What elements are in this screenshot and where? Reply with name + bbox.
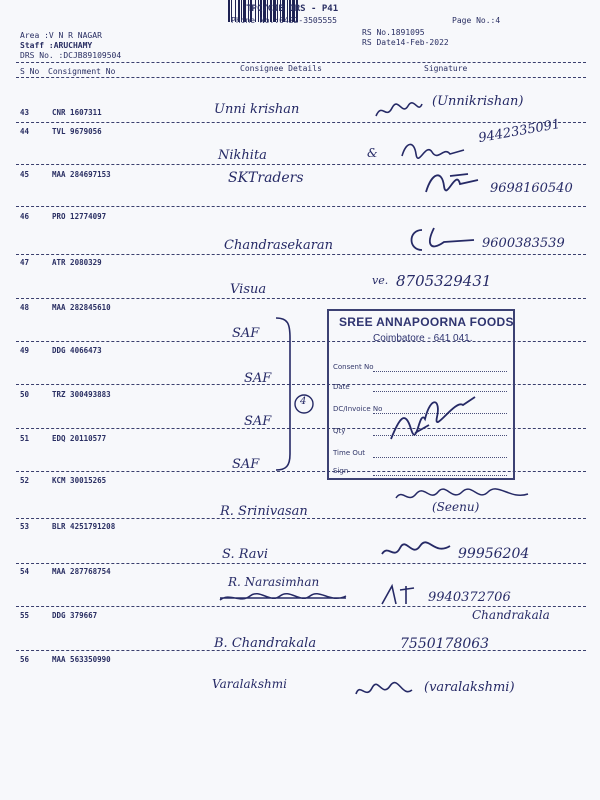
handwritten-phone: 9698160540 [490, 181, 573, 196]
row-consignment-no: EDQ 20110577 [52, 434, 107, 443]
column-signature: Signature [424, 64, 468, 73]
handwritten-name: S. Ravi [222, 547, 269, 562]
row-consignment-no: MAA 563350990 [52, 655, 111, 664]
column-consignment: Consignment No [48, 67, 116, 76]
stamp-field: DC/Invoice No [333, 405, 383, 413]
row-sno: 48 [20, 303, 30, 312]
stamp-field: Consent No [333, 363, 374, 371]
stamp-field: Sign [333, 467, 349, 475]
signature-scribble [420, 166, 486, 198]
drs-number: DRS No. :DCJB89109504 [20, 51, 122, 60]
handwritten-name: Chandrasekaran [224, 238, 334, 253]
handwritten-name: SKTraders [228, 170, 304, 186]
row-divider [16, 606, 586, 607]
column-sno: S No [20, 67, 40, 76]
handwritten-name: R. Narasimhan [228, 575, 320, 589]
row-sno: 49 [20, 346, 30, 355]
handwritten-note: SAF [244, 414, 272, 429]
handwritten-phone: 8705329431 [396, 272, 492, 290]
handwritten-note: SAF [232, 326, 260, 341]
row-divider [16, 206, 586, 207]
row-consignment-no: BLR 4251791208 [52, 522, 116, 531]
row-sno: 55 [20, 611, 30, 620]
handwritten-name: R. Srinivasan [220, 504, 308, 519]
rs-date: RS Date14-Feb-2022 [362, 38, 449, 47]
handwritten-signature: (Unnikrishan) [432, 94, 524, 109]
rs-number: RS No.1891095 [362, 28, 425, 37]
row-consignment-no: MAA 287768754 [52, 567, 111, 576]
signature-initials: ve. [372, 274, 389, 287]
area-label: Area :V N R NAGAR [20, 31, 102, 40]
row-sno: 50 [20, 390, 30, 399]
stamp-line [373, 475, 507, 476]
staff-label: Staff :ARUCHAMY [20, 41, 93, 50]
phone-number: Phone No.:0422-3505555 [231, 16, 337, 25]
signature-scribble [398, 136, 470, 162]
stamp-field: Qty [333, 427, 346, 435]
header-divider [16, 62, 586, 63]
document-title: TPC/CJB DRS - P41 [246, 4, 339, 14]
handwritten-phone: 9600383539 [482, 236, 565, 251]
row-sno: 51 [20, 434, 30, 443]
handwritten-phone: 9940372706 [428, 590, 511, 605]
signature-scribble [372, 98, 426, 122]
stamp-city: Coimbatore - 641 041. [373, 333, 473, 344]
row-consignment-no: MAA 282845610 [52, 303, 111, 312]
handwritten-name: B. Chandrakala [214, 636, 317, 651]
handwritten-name: Visua [230, 282, 267, 297]
handwritten-note: Chandrakala [472, 608, 550, 622]
signature-scribble [378, 582, 418, 608]
stamp-field: Time Out [333, 449, 366, 457]
handwritten-note: SAF [244, 371, 272, 386]
stamp-signature [385, 389, 481, 445]
stamp-field: Date [333, 383, 350, 391]
stamp-line [373, 457, 507, 458]
handwritten-name: Varalakshmi [212, 677, 287, 691]
handwritten-phone: 9442335091 [477, 116, 562, 147]
handwritten-signature: (varalakshmi) [424, 680, 515, 695]
struck-out-name [218, 590, 350, 606]
stamp-line [373, 371, 507, 372]
row-divider [16, 254, 586, 255]
row-consignment-no: PRO 12774097 [52, 212, 107, 221]
handwritten-name: Unni krishan [214, 102, 300, 117]
row-consignment-no: TVL 9679056 [52, 127, 102, 136]
row-consignment-no: MAA 284697153 [52, 170, 111, 179]
signature-scribble [378, 540, 456, 564]
signature-scribble [352, 678, 416, 704]
row-sno: 43 [20, 108, 30, 117]
row-sno: 56 [20, 655, 30, 664]
row-consignment-no: KCM 30015265 [52, 476, 107, 485]
row-divider [16, 563, 586, 564]
page-number: Page No.:4 [452, 16, 501, 25]
row-sno: 44 [20, 127, 30, 136]
handwritten-phone: 7550178063 [400, 636, 490, 652]
row-sno: 45 [20, 170, 30, 179]
row-consignment-no: DDG 4066473 [52, 346, 102, 355]
row-sno: 47 [20, 258, 30, 267]
row-consignment-no: DDG 379667 [52, 611, 98, 620]
row-sno: 53 [20, 522, 30, 531]
handwritten-name: Nikhita [218, 148, 267, 163]
stamp-company-name: SREE ANNAPOORNA FOODS [339, 315, 514, 329]
ampersand-mark: & [367, 146, 378, 160]
header-divider [16, 77, 586, 78]
circled-number-label: 4 [300, 396, 307, 407]
handwritten-phone: 99956204 [458, 546, 530, 562]
row-consignment-no: ATR 2080329 [52, 258, 102, 267]
row-divider [16, 164, 586, 165]
row-consignment-no: CNR 1607311 [52, 108, 102, 117]
row-sno: 52 [20, 476, 30, 485]
handwritten-note: SAF [232, 457, 260, 472]
column-consignee: Consignee Details [240, 64, 322, 73]
handwritten-signature: (Seenu) [432, 500, 480, 514]
row-sno: 54 [20, 567, 30, 576]
row-sno: 46 [20, 212, 30, 221]
signature-scribble [404, 224, 482, 254]
row-divider [16, 298, 586, 299]
company-stamp [327, 309, 515, 480]
row-consignment-no: TRZ 300493883 [52, 390, 111, 399]
row-divider [16, 122, 586, 123]
